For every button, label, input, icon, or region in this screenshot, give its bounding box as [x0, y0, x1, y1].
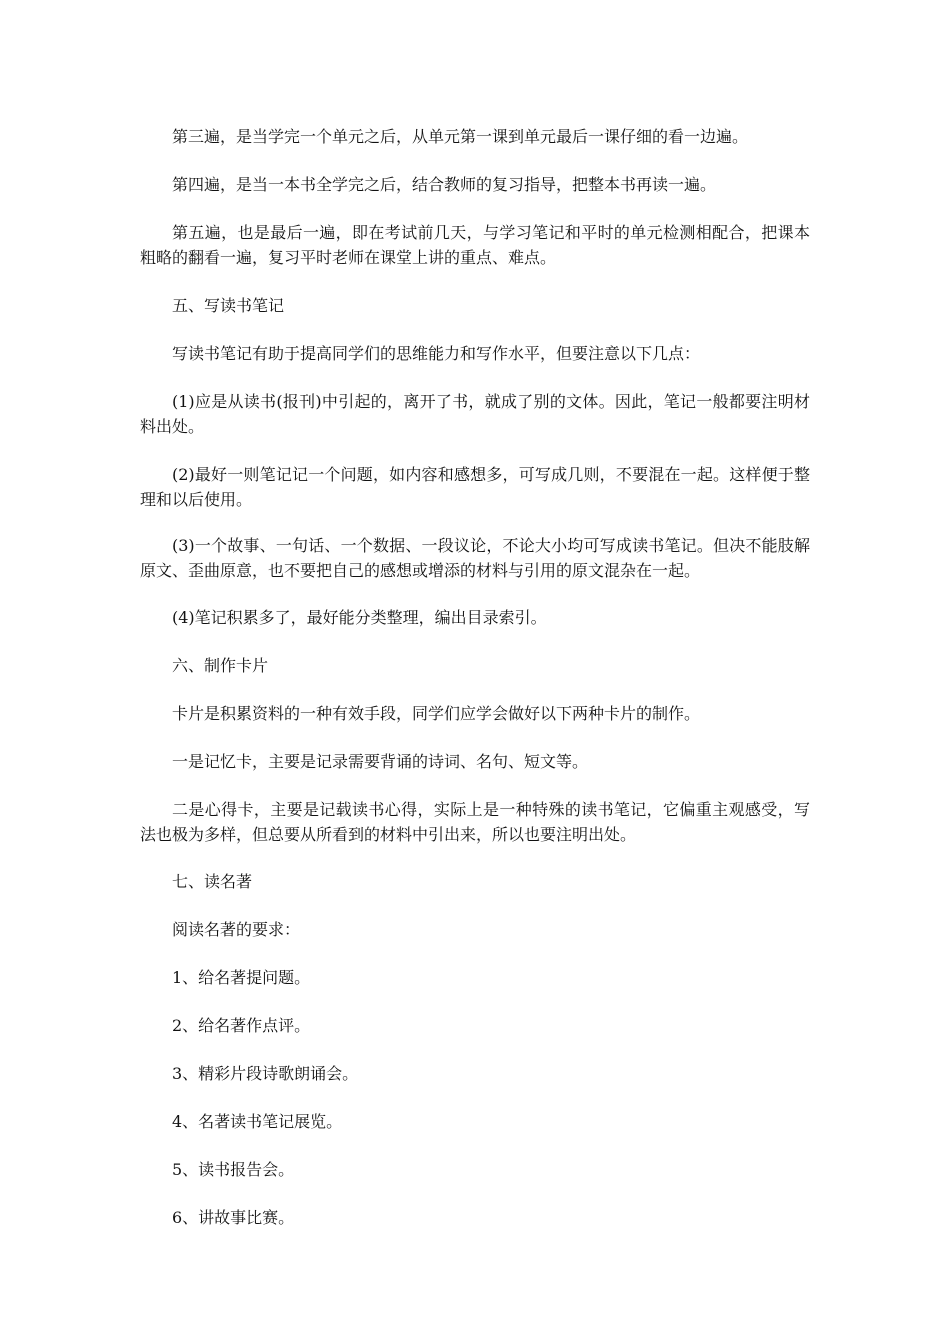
list-item-1: 1、给名著提问题。: [172, 968, 311, 987]
list-item-5: 5、读书报告会。: [172, 1160, 295, 1179]
list-item-4: 4、名著读书笔记展览。: [172, 1112, 343, 1131]
paragraph-note-point-4: (4)笔记积累多了，最好能分类整理，编出目录索引。: [172, 608, 547, 627]
paragraph-note-point-1: (1)应是从读书(报刊)中引起的，离开了书，就成了别的文体。因此，笔记一般都要注明材料出处。: [140, 392, 810, 436]
list-item-2: 2、给名著作点评。: [172, 1016, 311, 1035]
paragraph-insight-card: 二是心得卡，主要是记载读书心得，实际上是一种特殊的读书笔记，它偏重主观感受，写法也极为多样，但总要从所看到的材料中引出来，所以也要注明出处。: [140, 800, 810, 844]
section-heading-cards: 六、制作卡片: [172, 656, 269, 675]
list-item-6: 6、讲故事比赛。: [172, 1208, 295, 1227]
list-item-3: 3、精彩片段诗歌朗诵会。: [172, 1064, 359, 1083]
paragraph-notes-intro: 写读书笔记有助于提高同学们的思维能力和写作水平，但要注意以下几点：: [172, 344, 701, 363]
paragraph-memory-card: 一是记忆卡，主要是记录需要背诵的诗词、名句、短文等。: [172, 752, 589, 771]
paragraph-note-point-3: (3)一个故事、一句话、一个数据、一段议论，不论大小均可写成读书笔记。但决不能肢解原文、歪曲原意，也不要把自己的感想或增添的材料与引用的原文混杂在一起。: [140, 536, 810, 580]
section-heading-classics: 七、读名著: [172, 872, 253, 891]
paragraph-third-pass: 第三遍，是当学完一个单元之后，从单元第一课到单元最后一课仔细的看一边遍。: [172, 127, 749, 146]
paragraph-note-point-2: (2)最好一则笔记记一个问题，如内容和感想多，可写成几则，不要混在一起。这样便于整理和以后使用。: [140, 465, 810, 509]
paragraph-fifth-pass: 第五遍，也是最后一遍，即在考试前几天，与学习笔记和平时的单元检测相配合，把课本粗略的翻看一遍，复习平时老师在课堂上讲的重点、难点。: [140, 223, 810, 267]
section-heading-reading-notes: 五、写读书笔记: [172, 296, 285, 315]
paragraph-fourth-pass: 第四遍，是当一本书全学完之后，结合教师的复习指导，把整本书再读一遍。: [172, 175, 717, 194]
paragraph-classics-requirements: 阅读名著的要求：: [172, 920, 301, 939]
paragraph-cards-intro: 卡片是积累资料的一种有效手段，同学们应学会做好以下两种卡片的制作。: [172, 704, 701, 723]
